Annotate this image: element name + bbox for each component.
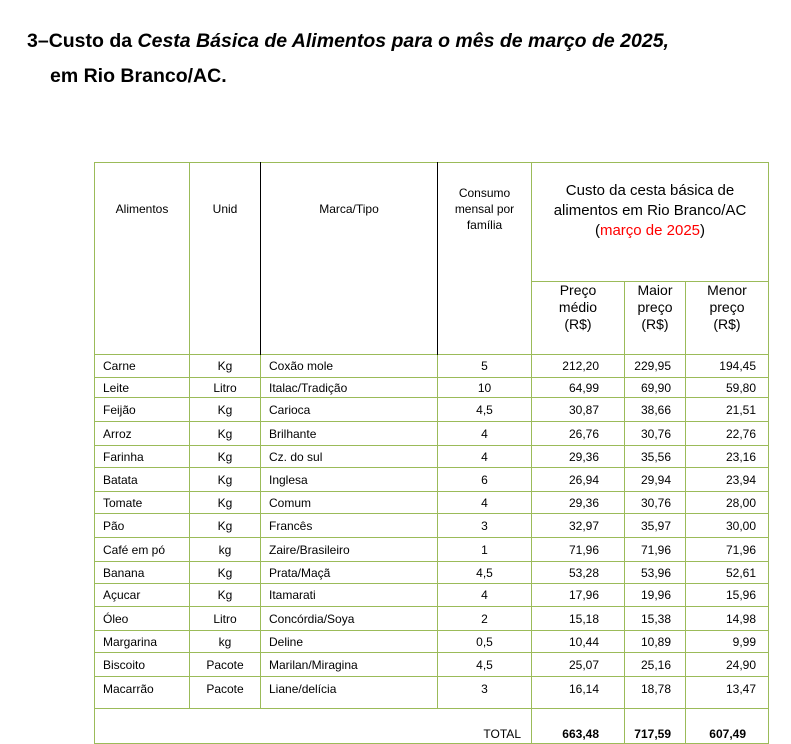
cell-consumo: 6	[438, 468, 532, 492]
cell-preco-medio: 26,76	[532, 422, 625, 446]
cell-maior-preco: 10,89	[625, 631, 686, 653]
spacer-cell	[95, 700, 190, 709]
cell-consumo: 0,5	[438, 631, 532, 653]
cell-consumo: 4,5	[438, 562, 532, 584]
header-preco-medio: Preço médio (R$)	[532, 282, 625, 355]
cell-consumo: 4	[438, 446, 532, 468]
cell-alimento: Banana	[95, 562, 190, 584]
cell-unid: Kg	[190, 514, 261, 538]
cell-unid: Kg	[190, 422, 261, 446]
cell-marca: Liane/delícia	[261, 677, 438, 701]
cell-unid: Kg	[190, 446, 261, 468]
header-consumo: Consumo mensal por família	[438, 163, 532, 355]
header-alimentos: Alimentos	[95, 163, 190, 355]
cell-marca: Italac/Tradição	[261, 378, 438, 398]
cell-unid: Kg	[190, 492, 261, 514]
cell-unid: Kg	[190, 398, 261, 422]
cell-maior-preco: 19,96	[625, 584, 686, 607]
cell-alimento: Café em pó	[95, 538, 190, 562]
cell-alimento: Feijão	[95, 398, 190, 422]
cell-menor-preco: 23,16	[686, 446, 769, 468]
cell-maior-preco: 35,97	[625, 514, 686, 538]
spacer-cell	[625, 700, 686, 709]
cell-menor-preco: 59,80	[686, 378, 769, 398]
header-custo-title: Custo da cesta básica de alimentos em Rio Branco/AC	[553, 182, 747, 219]
table-row	[95, 398, 769, 422]
heading-italic: Cesta Básica de Alimentos para o mês de março de 2025,	[137, 30, 669, 52]
cell-preco-medio: 10,44	[532, 631, 625, 653]
spacer-cell	[438, 700, 532, 709]
cell-marca: Deline	[261, 631, 438, 653]
cell-unid: kg	[190, 538, 261, 562]
cell-menor-preco: 23,94	[686, 468, 769, 492]
total-preco-medio: 663,48	[532, 709, 625, 744]
cell-preco-medio: 29,36	[532, 446, 625, 468]
cell-alimento: Pão	[95, 514, 190, 538]
cell-consumo: 5	[438, 355, 532, 378]
cell-preco-medio: 30,87	[532, 398, 625, 422]
page-heading	[27, 24, 767, 94]
cell-menor-preco: 24,90	[686, 653, 769, 677]
cell-maior-preco: 30,76	[625, 422, 686, 446]
cell-maior-preco: 18,78	[625, 677, 686, 701]
total-maior-preco: 717,59	[625, 709, 686, 744]
cell-marca: Itamarati	[261, 584, 438, 607]
cell-preco-medio: 26,94	[532, 468, 625, 492]
cell-menor-preco: 14,98	[686, 607, 769, 631]
cell-alimento: Açucar	[95, 584, 190, 607]
table-row	[95, 677, 769, 701]
cell-menor-preco: 13,47	[686, 677, 769, 701]
cell-alimento: Batata	[95, 468, 190, 492]
cell-marca: Inglesa	[261, 468, 438, 492]
heading-line-2: em Rio Branco/AC.	[50, 65, 227, 87]
header-maior-preco: Maior preço (R$)	[625, 282, 686, 355]
cell-consumo: 4,5	[438, 653, 532, 677]
table-row	[95, 378, 769, 398]
cell-alimento: Óleo	[95, 607, 190, 631]
heading-prefix: 3–Custo da	[27, 30, 138, 52]
total-label: TOTAL	[95, 709, 532, 744]
table-row	[95, 584, 769, 607]
cell-maior-preco: 15,38	[625, 607, 686, 631]
cell-alimento: Leite	[95, 378, 190, 398]
cell-preco-medio: 16,14	[532, 677, 625, 701]
table-header-row	[95, 163, 769, 282]
spacer-cell	[190, 700, 261, 709]
cell-unid: Litro	[190, 607, 261, 631]
cell-maior-preco: 29,94	[625, 468, 686, 492]
cell-menor-preco: 71,96	[686, 538, 769, 562]
header-menor-preco: Menor preço (R$)	[686, 282, 769, 355]
cell-consumo: 3	[438, 514, 532, 538]
header-custo	[532, 163, 769, 282]
cell-preco-medio: 15,18	[532, 607, 625, 631]
cell-preco-medio: 212,20	[532, 355, 625, 378]
cell-menor-preco: 28,00	[686, 492, 769, 514]
cell-menor-preco: 22,76	[686, 422, 769, 446]
cell-unid: Kg	[190, 584, 261, 607]
cell-maior-preco: 25,16	[625, 653, 686, 677]
cell-consumo: 4	[438, 584, 532, 607]
cell-preco-medio: 17,96	[532, 584, 625, 607]
spacer-cell	[686, 700, 769, 709]
cell-marca: Zaire/Brasileiro	[261, 538, 438, 562]
table-spacer-row	[95, 700, 769, 709]
cell-unid: Kg	[190, 468, 261, 492]
cell-marca: Concórdia/Soya	[261, 607, 438, 631]
cell-alimento: Margarina	[95, 631, 190, 653]
cell-preco-medio: 29,36	[532, 492, 625, 514]
cell-menor-preco: 21,51	[686, 398, 769, 422]
header-marca: Marca/Tipo	[261, 163, 438, 355]
header-custo-period: março de 2025	[599, 222, 701, 239]
cell-menor-preco: 9,99	[686, 631, 769, 653]
table-row	[95, 422, 769, 446]
cell-preco-medio: 53,28	[532, 562, 625, 584]
cell-alimento: Farinha	[95, 446, 190, 468]
table-row	[95, 355, 769, 378]
cell-unid: Kg	[190, 355, 261, 378]
cell-marca: Francês	[261, 514, 438, 538]
cell-marca: Comum	[261, 492, 438, 514]
cell-marca: Brilhante	[261, 422, 438, 446]
cell-marca: Marilan/Miragina	[261, 653, 438, 677]
table-row	[95, 514, 769, 538]
cell-maior-preco: 30,76	[625, 492, 686, 514]
cell-marca: Carioca	[261, 398, 438, 422]
table-row	[95, 562, 769, 584]
table-row	[95, 631, 769, 653]
table-row	[95, 468, 769, 492]
cell-consumo: 2	[438, 607, 532, 631]
cell-unid: Kg	[190, 562, 261, 584]
cell-maior-preco: 53,96	[625, 562, 686, 584]
cell-menor-preco: 15,96	[686, 584, 769, 607]
cell-menor-preco: 52,61	[686, 562, 769, 584]
cell-consumo: 1	[438, 538, 532, 562]
cell-alimento: Tomate	[95, 492, 190, 514]
spacer-cell	[261, 700, 438, 709]
cell-unid: Pacote	[190, 677, 261, 701]
table-row	[95, 607, 769, 631]
cell-preco-medio: 32,97	[532, 514, 625, 538]
cell-preco-medio: 64,99	[532, 378, 625, 398]
cell-consumo: 4	[438, 492, 532, 514]
table-total-row	[95, 709, 769, 744]
cell-consumo: 4,5	[438, 398, 532, 422]
table-row	[95, 446, 769, 468]
cell-maior-preco: 71,96	[625, 538, 686, 562]
table-body	[95, 355, 769, 709]
cell-marca: Prata/Maçã	[261, 562, 438, 584]
total-menor-preco: 607,49	[686, 709, 769, 744]
cell-alimento: Biscoito	[95, 653, 190, 677]
cell-unid: Litro	[190, 378, 261, 398]
cell-alimento: Macarrão	[95, 677, 190, 701]
cell-unid: Pacote	[190, 653, 261, 677]
cell-maior-preco: 229,95	[625, 355, 686, 378]
cell-consumo: 10	[438, 378, 532, 398]
heading-line-1	[27, 24, 767, 59]
cell-consumo: 4	[438, 422, 532, 446]
header-custo-period-line: (março de 2025)	[594, 222, 706, 239]
cell-unid: kg	[190, 631, 261, 653]
cell-maior-preco: 38,66	[625, 398, 686, 422]
cell-maior-preco: 69,90	[625, 378, 686, 398]
cell-menor-preco: 194,45	[686, 355, 769, 378]
cell-marca: Coxão mole	[261, 355, 438, 378]
cell-alimento: Arroz	[95, 422, 190, 446]
cell-marca: Cz. do sul	[261, 446, 438, 468]
table-row	[95, 653, 769, 677]
cell-alimento: Carne	[95, 355, 190, 378]
spacer-cell	[532, 700, 625, 709]
table-row	[95, 538, 769, 562]
basket-cost-table	[94, 162, 769, 744]
cell-menor-preco: 30,00	[686, 514, 769, 538]
header-unid: Unid	[190, 163, 261, 355]
cell-preco-medio: 25,07	[532, 653, 625, 677]
cell-consumo: 3	[438, 677, 532, 701]
cell-preco-medio: 71,96	[532, 538, 625, 562]
table-row	[95, 492, 769, 514]
cell-maior-preco: 35,56	[625, 446, 686, 468]
